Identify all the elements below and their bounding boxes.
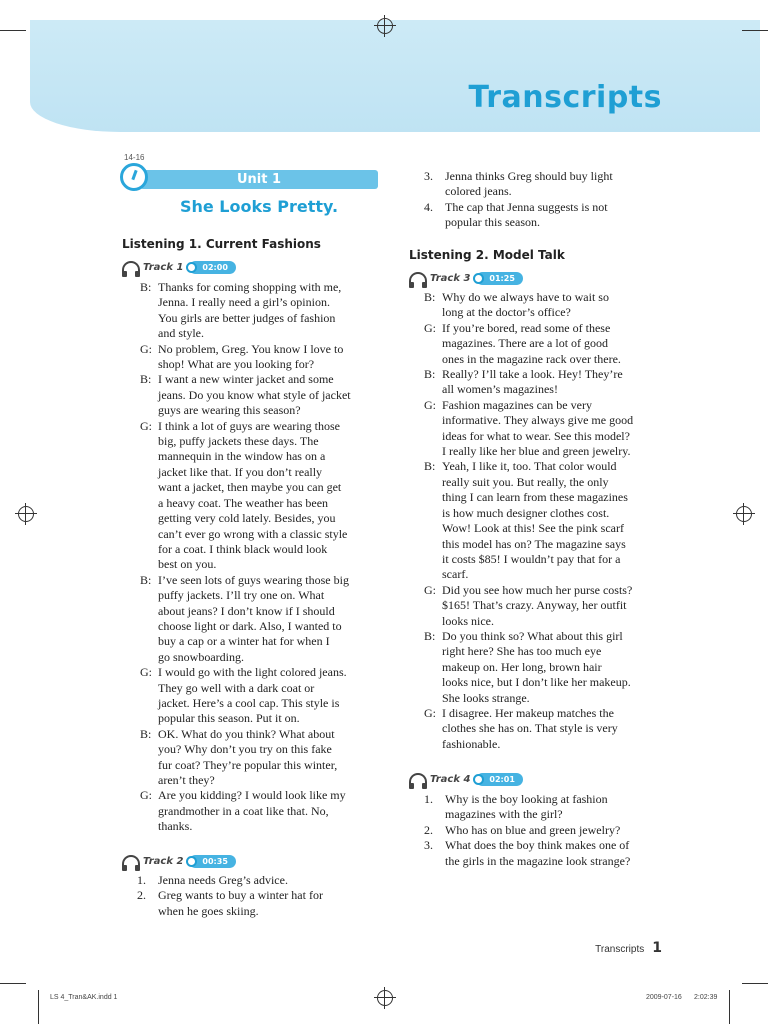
text-line: fashionable. [442, 736, 501, 751]
track-time [476, 272, 522, 285]
slug-time: 2:02:39 [694, 994, 718, 1001]
text-line: Really? I’ll take a look. Hey! They’re [442, 367, 623, 382]
text-line: guys are wearing this season? [158, 403, 301, 418]
item-text [158, 888, 380, 919]
dialogue-text [158, 419, 380, 573]
item-text [445, 823, 674, 838]
text-line: You girls are better judges of fashion [158, 310, 336, 325]
speaker-label: B: [140, 280, 152, 294]
list-item [137, 888, 380, 919]
text-line: I want a new winter jacket and some [158, 372, 334, 387]
registration-mark-left [18, 506, 34, 522]
text-line: thanks. [158, 819, 193, 834]
text-line: this model has on? The magazine says [442, 536, 626, 551]
text-line: Why is the boy looking at fashion [445, 792, 608, 806]
crop-mark [38, 990, 39, 1024]
text-line: informative. They always give me good [442, 413, 634, 428]
text-line: looks nice. [442, 613, 494, 628]
speaker-label: B: [424, 367, 436, 382]
text-line: Thanks for coming shopping with me, [158, 280, 342, 294]
text-line: I think a lot of guys are wearing those [158, 418, 340, 433]
text-line: Fashion magazines can be very [442, 397, 592, 412]
dialogue-track-3 [424, 290, 674, 752]
dialogue-text [158, 280, 380, 342]
headphones-icon [409, 272, 427, 284]
text-line: jeans. Do you know what style of jacket [158, 387, 351, 402]
text-line: the girls in the magazine look strange? [445, 853, 631, 868]
clock-icon [473, 774, 484, 785]
list-item [424, 169, 674, 200]
list-item [424, 792, 674, 823]
dialogue-text [158, 727, 380, 789]
text-line: buy a cap or a winter hat for when I [158, 634, 330, 649]
dialogue-line [424, 459, 674, 582]
headphones-icon [122, 261, 140, 273]
text-line: aren’t they? [158, 773, 215, 787]
text-line: Are you kidding? I would look like my [158, 788, 346, 803]
dialogue-text [158, 342, 380, 373]
text-line: They go well with a dark coat or [158, 680, 315, 695]
dialogue-text [442, 290, 674, 321]
text-line: for a coat. I think black would look [158, 541, 328, 556]
section-heading-listening-2: Listening 2. Model Talk [409, 248, 565, 262]
text-line: popular this season. Put it on. [158, 711, 300, 726]
text-line: you? Why don’t you try on this fake [158, 742, 332, 757]
text-line: $165! That’s crazy. Anyway, her outfit [442, 598, 627, 613]
headphones-icon [122, 855, 140, 867]
footer-label: Transcripts [595, 944, 645, 955]
dialogue-text [442, 398, 674, 460]
text-line: ideas for what to wear. See this model? [442, 428, 630, 443]
text-line: Jenna needs Greg’s advice. [158, 873, 288, 887]
text-line: want a jacket, then maybe you can get [158, 480, 342, 495]
text-line: and style. [158, 326, 204, 341]
slug-file: LS 4_Tran&AK.indd 1 [50, 994, 118, 1001]
crop-mark [742, 30, 768, 31]
item-number: 2. [424, 822, 433, 837]
text-line: it costs $85! I wouldn’t pay that for a [442, 551, 621, 566]
speaker-label: B: [424, 290, 436, 304]
text-line: Wow! Look at this! See the pink scarf [442, 521, 624, 536]
clock-icon [186, 262, 197, 273]
speaker-label: G: [140, 665, 152, 680]
dialogue-text [158, 372, 380, 418]
speaker-label: B: [140, 726, 152, 741]
text-line: scarf. [442, 567, 469, 582]
text-line: Why do we always have to wait so [442, 290, 609, 304]
dialogue-line [140, 573, 380, 665]
track-time-label: 01:25 [489, 273, 515, 283]
crop-mark [742, 983, 768, 984]
crop-mark [729, 990, 730, 1024]
dialogue-line [140, 419, 380, 573]
track-2-statements-continued [424, 169, 674, 231]
text-line: Who has on blue and green jewelry? [445, 822, 621, 837]
headphones-icon [409, 773, 427, 785]
text-line: jacket. Here’s a cool cap. This style is [158, 695, 340, 710]
text-line: colored jeans. [445, 184, 512, 199]
list-item [137, 873, 380, 888]
dialogue-text [158, 665, 380, 727]
text-line: Yeah, I like it, too. That color would [442, 459, 617, 474]
text-line: all women’s magazines! [442, 382, 558, 397]
text-line: really suit you. But really, the only [442, 474, 609, 489]
text-line: choose light or dark. Also, I wanted to [158, 618, 342, 633]
text-line: can’t ever go wrong with a classic style [158, 526, 348, 541]
track-time [189, 855, 235, 868]
text-line: I’ve seen lots of guys wearing those big [158, 572, 349, 587]
list-item [424, 838, 674, 869]
speaker-label: G: [424, 705, 436, 720]
registration-mark-top [377, 18, 393, 34]
text-line: getting very cold lately. Besides, you [158, 511, 336, 526]
item-number: 1. [137, 873, 146, 887]
text-line: Did you see how much her purse costs? [442, 582, 633, 597]
text-line: magazines with the girl? [445, 807, 563, 822]
header-band [30, 20, 760, 132]
item-text [445, 200, 674, 231]
item-text [445, 838, 674, 869]
dialogue-line [424, 629, 674, 706]
dialogue-line [140, 665, 380, 727]
speaker-label: G: [140, 788, 152, 803]
track-time-label: 02:01 [489, 774, 515, 784]
slug-date: 2009-07-16 [646, 994, 682, 1001]
speaker-label: G: [424, 397, 436, 412]
list-item [424, 200, 674, 231]
track-2-statements [137, 873, 380, 919]
text-line: shop! What are you looking for? [158, 357, 315, 372]
speaker-label: B: [424, 628, 436, 643]
text-line: go snowboarding. [158, 649, 244, 664]
item-number: 2. [137, 888, 146, 903]
speaker-label: G: [140, 341, 152, 356]
text-line: makeup on. Her long, brown hair [442, 659, 602, 674]
dialogue-text [442, 629, 674, 706]
text-line: a heavy coat. The weather has been [158, 495, 329, 510]
text-line: when he goes skiing. [158, 903, 259, 918]
registration-mark-right [736, 506, 752, 522]
dialogue-line [424, 398, 674, 460]
track-time-label: 02:00 [202, 262, 228, 272]
text-line: is how much designer clothes cost. [442, 505, 610, 520]
dialogue-line [140, 342, 380, 373]
track-label: Track 4 [430, 773, 471, 785]
text-line: big, puffy jackets these days. The [158, 434, 319, 449]
track-3-header[interactable] [409, 270, 523, 286]
track-time-label: 00:35 [202, 856, 228, 866]
text-line: Greg wants to buy a winter hat for [158, 888, 323, 903]
dialogue-line [424, 290, 674, 321]
text-line: ones in the magazine rack over there. [442, 351, 621, 366]
text-line: OK. What do you think? What about [158, 726, 335, 741]
dialogue-text [442, 583, 674, 629]
dialogue-track-1 [140, 280, 380, 835]
clock-icon [473, 273, 484, 284]
track-4-header[interactable] [409, 771, 523, 787]
dialogue-text [442, 321, 674, 367]
page-footer [595, 940, 662, 956]
text-line: looks nice, but I don’t like her makeup. [442, 675, 631, 690]
track-4-questions [424, 792, 674, 869]
dialogue-line [424, 583, 674, 629]
section-heading-listening-1: Listening 1. Current Fashions [122, 237, 321, 251]
dialogue-line [424, 367, 674, 398]
page-number: 1 [652, 940, 662, 956]
item-text [445, 169, 674, 200]
text-line: right here? She has too much eye [442, 644, 602, 659]
item-text [445, 792, 674, 823]
dialogue-text [442, 459, 674, 582]
speaker-label: B: [140, 572, 152, 587]
track-label: Track 1 [143, 261, 184, 273]
speaker-label: G: [424, 582, 436, 597]
speaker-label: B: [424, 459, 436, 474]
text-line: long at the doctor’s office? [442, 305, 571, 320]
text-line: about jeans? I don’t know if I should [158, 603, 335, 618]
track-2-header[interactable] [122, 853, 236, 869]
unit-range: 14-16 [124, 153, 145, 162]
dialogue-line [140, 788, 380, 834]
registration-mark-bottom [377, 990, 393, 1006]
text-line: clothes she has on. That style is very [442, 721, 618, 736]
text-line: Jenna. I really need a girl’s opinion. [158, 295, 330, 310]
track-1-header[interactable] [122, 259, 236, 275]
text-line: thing I can learn from these magazines [442, 490, 628, 505]
text-line: popular this season. [445, 215, 540, 230]
dialogue-text [442, 367, 674, 398]
text-line: If you’re bored, read some of these [442, 320, 611, 335]
track-time [189, 261, 235, 274]
item-number: 3. [424, 838, 433, 853]
text-line: jacket like that. If you don’t really [158, 464, 323, 479]
text-line: fur coat? They’re popular this winter, [158, 757, 338, 772]
speaker-label: G: [424, 320, 436, 335]
text-line: puffy jackets. I’ll try one on. What [158, 588, 325, 603]
text-line: What does the boy think makes one of [445, 838, 630, 853]
clock-icon [120, 163, 148, 191]
dialogue-text [158, 573, 380, 665]
text-line: I really like her blue and green jewelry. [442, 444, 631, 459]
clock-icon [186, 856, 197, 867]
dialogue-text [442, 706, 674, 752]
unit-title: She Looks Pretty. [179, 197, 339, 216]
text-line: No problem, Greg. You know I love to [158, 341, 344, 356]
item-text [158, 873, 380, 888]
dialogue-text [158, 788, 380, 834]
item-number: 1. [424, 792, 433, 806]
text-line: I would go with the light colored jeans. [158, 665, 347, 680]
text-line: grandmother in a coat like that. No, [158, 803, 329, 818]
dialogue-line [140, 280, 380, 342]
text-line: best on you. [158, 557, 217, 572]
crop-mark [0, 30, 26, 31]
speaker-label: G: [140, 418, 152, 433]
list-item [424, 823, 674, 838]
dialogue-line [140, 372, 380, 418]
track-label: Track 2 [143, 855, 184, 867]
item-number: 4. [424, 199, 433, 214]
text-line: mannequin in the window has on a [158, 449, 326, 464]
speaker-label: B: [140, 372, 152, 387]
dialogue-line [424, 321, 674, 367]
text-line: She looks strange. [442, 690, 530, 705]
text-line: I disagree. Her makeup matches the [442, 705, 614, 720]
text-line: Do you think so? What about this girl [442, 628, 623, 643]
track-time [476, 773, 522, 786]
text-line: Jenna thinks Greg should buy light [445, 169, 613, 183]
track-label: Track 3 [430, 272, 471, 284]
text-line: magazines. There are a lot of good [442, 336, 609, 351]
page-title: Transcripts [468, 80, 662, 115]
dialogue-line [140, 727, 380, 789]
crop-mark [0, 983, 26, 984]
dialogue-line [424, 706, 674, 752]
text-line: The cap that Jenna suggests is not [445, 199, 608, 214]
item-number: 3. [424, 169, 433, 183]
unit-label: Unit 1 [140, 170, 378, 189]
